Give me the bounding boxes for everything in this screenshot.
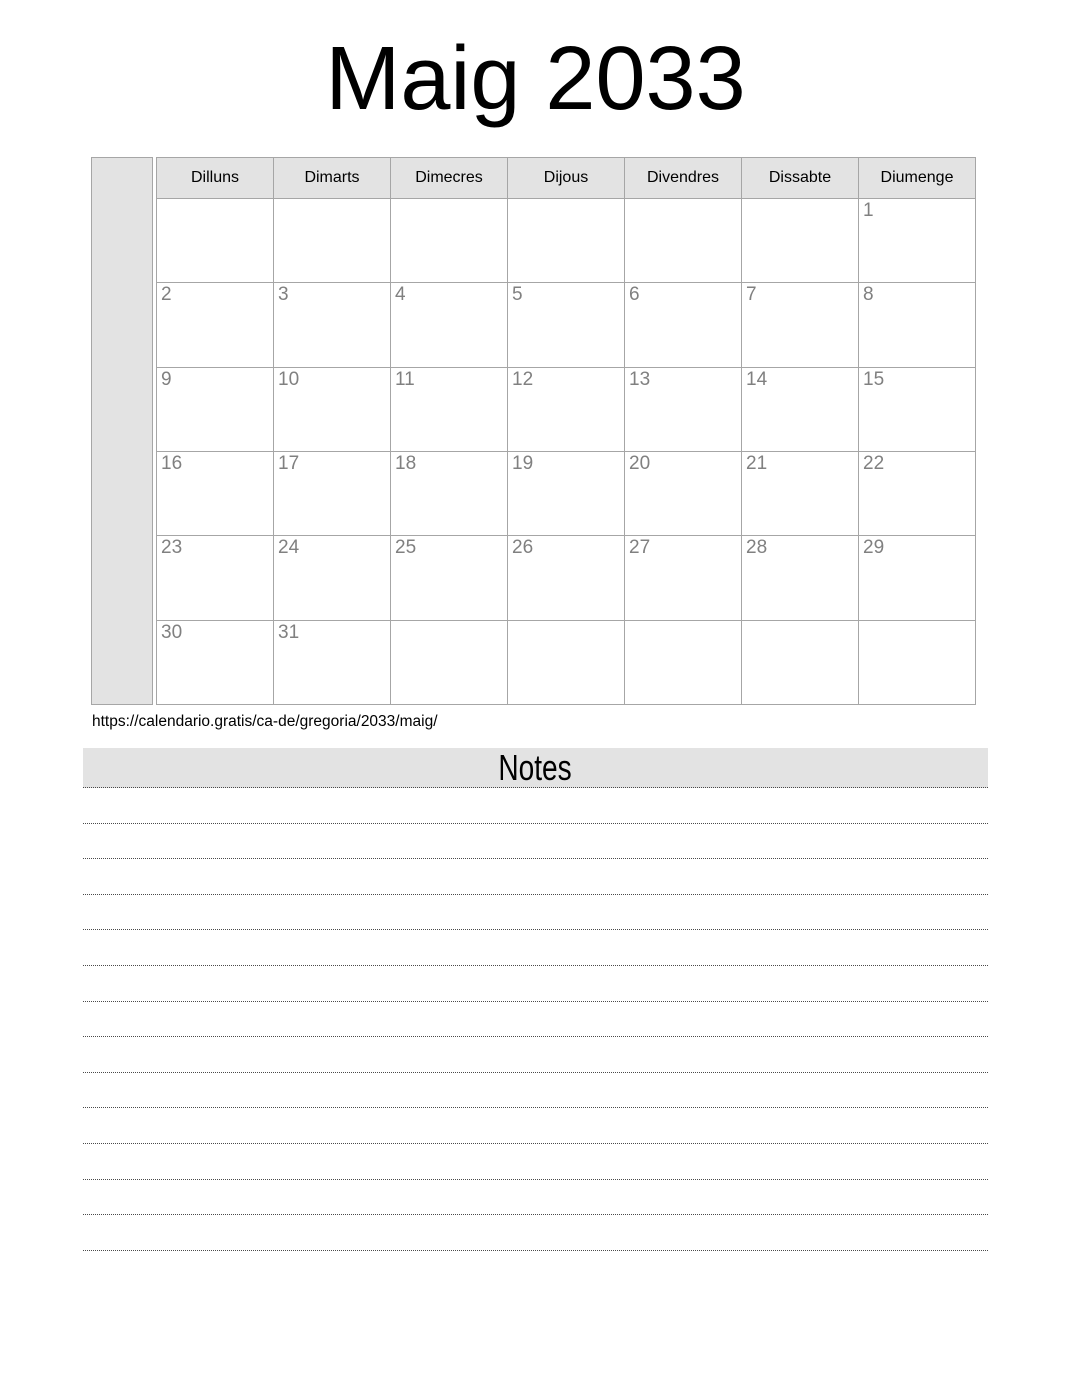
week-row <box>157 199 976 283</box>
week-row <box>157 283 976 367</box>
notes-header <box>83 748 988 788</box>
day-cell: 26 <box>508 536 625 620</box>
day-cell <box>508 620 625 704</box>
day-cell: 30 <box>157 620 274 704</box>
week-row <box>157 620 976 704</box>
day-cell: 17 <box>274 451 391 535</box>
day-cell: 2 <box>157 283 274 367</box>
day-header-cell: Diumenge <box>859 158 976 199</box>
day-cell: 11 <box>391 367 508 451</box>
day-header-cell: Dijous <box>508 158 625 199</box>
day-cell <box>625 620 742 704</box>
day-header-cell: Dissabte <box>742 158 859 199</box>
day-cell <box>859 620 976 704</box>
day-header-row <box>157 158 976 199</box>
note-line <box>83 1037 988 1073</box>
note-line <box>83 895 988 931</box>
day-cell: 18 <box>391 451 508 535</box>
day-cell: 20 <box>625 451 742 535</box>
day-header-cell: Dimarts <box>274 158 391 199</box>
week-row <box>157 536 976 620</box>
day-cell: 10 <box>274 367 391 451</box>
day-cell <box>742 199 859 283</box>
day-cell <box>391 199 508 283</box>
notes-section <box>83 748 988 1251</box>
notes-title: Notes <box>498 748 573 788</box>
note-line <box>83 930 988 966</box>
day-cell: 29 <box>859 536 976 620</box>
day-cell: 1 <box>859 199 976 283</box>
day-header-cell: Divendres <box>625 158 742 199</box>
note-line <box>83 1180 988 1216</box>
day-cell: 27 <box>625 536 742 620</box>
note-line <box>83 1215 988 1251</box>
day-cell: 12 <box>508 367 625 451</box>
day-cell: 21 <box>742 451 859 535</box>
day-cell: 16 <box>157 451 274 535</box>
note-line <box>83 859 988 895</box>
day-cell: 6 <box>625 283 742 367</box>
day-cell: 22 <box>859 451 976 535</box>
day-cell: 14 <box>742 367 859 451</box>
day-cell <box>625 199 742 283</box>
day-cell <box>742 620 859 704</box>
day-cell: 13 <box>625 367 742 451</box>
day-cell: 31 <box>274 620 391 704</box>
day-cell: 4 <box>391 283 508 367</box>
note-line <box>83 824 988 860</box>
week-row <box>157 451 976 535</box>
day-cell: 9 <box>157 367 274 451</box>
day-cell: 3 <box>274 283 391 367</box>
note-line <box>83 1073 988 1109</box>
note-line <box>83 1108 988 1144</box>
note-line <box>83 1144 988 1180</box>
day-cell: 24 <box>274 536 391 620</box>
note-line <box>83 788 988 824</box>
calendar-container <box>91 157 976 705</box>
week-number-column <box>91 157 153 705</box>
day-cell <box>508 199 625 283</box>
day-cell: 25 <box>391 536 508 620</box>
day-cell <box>391 620 508 704</box>
note-line <box>83 966 988 1002</box>
note-line <box>83 1002 988 1038</box>
source-url: https://calendario.gratis/ca-de/gregoria/2033/maig/ <box>92 713 438 730</box>
day-cell <box>274 199 391 283</box>
day-cell: 23 <box>157 536 274 620</box>
day-header-cell: Dilluns <box>157 158 274 199</box>
day-cell: 7 <box>742 283 859 367</box>
day-cell <box>157 199 274 283</box>
day-cell: 28 <box>742 536 859 620</box>
week-row <box>157 367 976 451</box>
page-title: Maig 2033 <box>325 29 746 129</box>
day-cell: 19 <box>508 451 625 535</box>
day-cell: 5 <box>508 283 625 367</box>
notes-lines-area <box>83 788 988 1251</box>
day-header-cell: Dimecres <box>391 158 508 199</box>
day-cell: 15 <box>859 367 976 451</box>
calendar-table <box>156 157 976 705</box>
day-cell: 8 <box>859 283 976 367</box>
